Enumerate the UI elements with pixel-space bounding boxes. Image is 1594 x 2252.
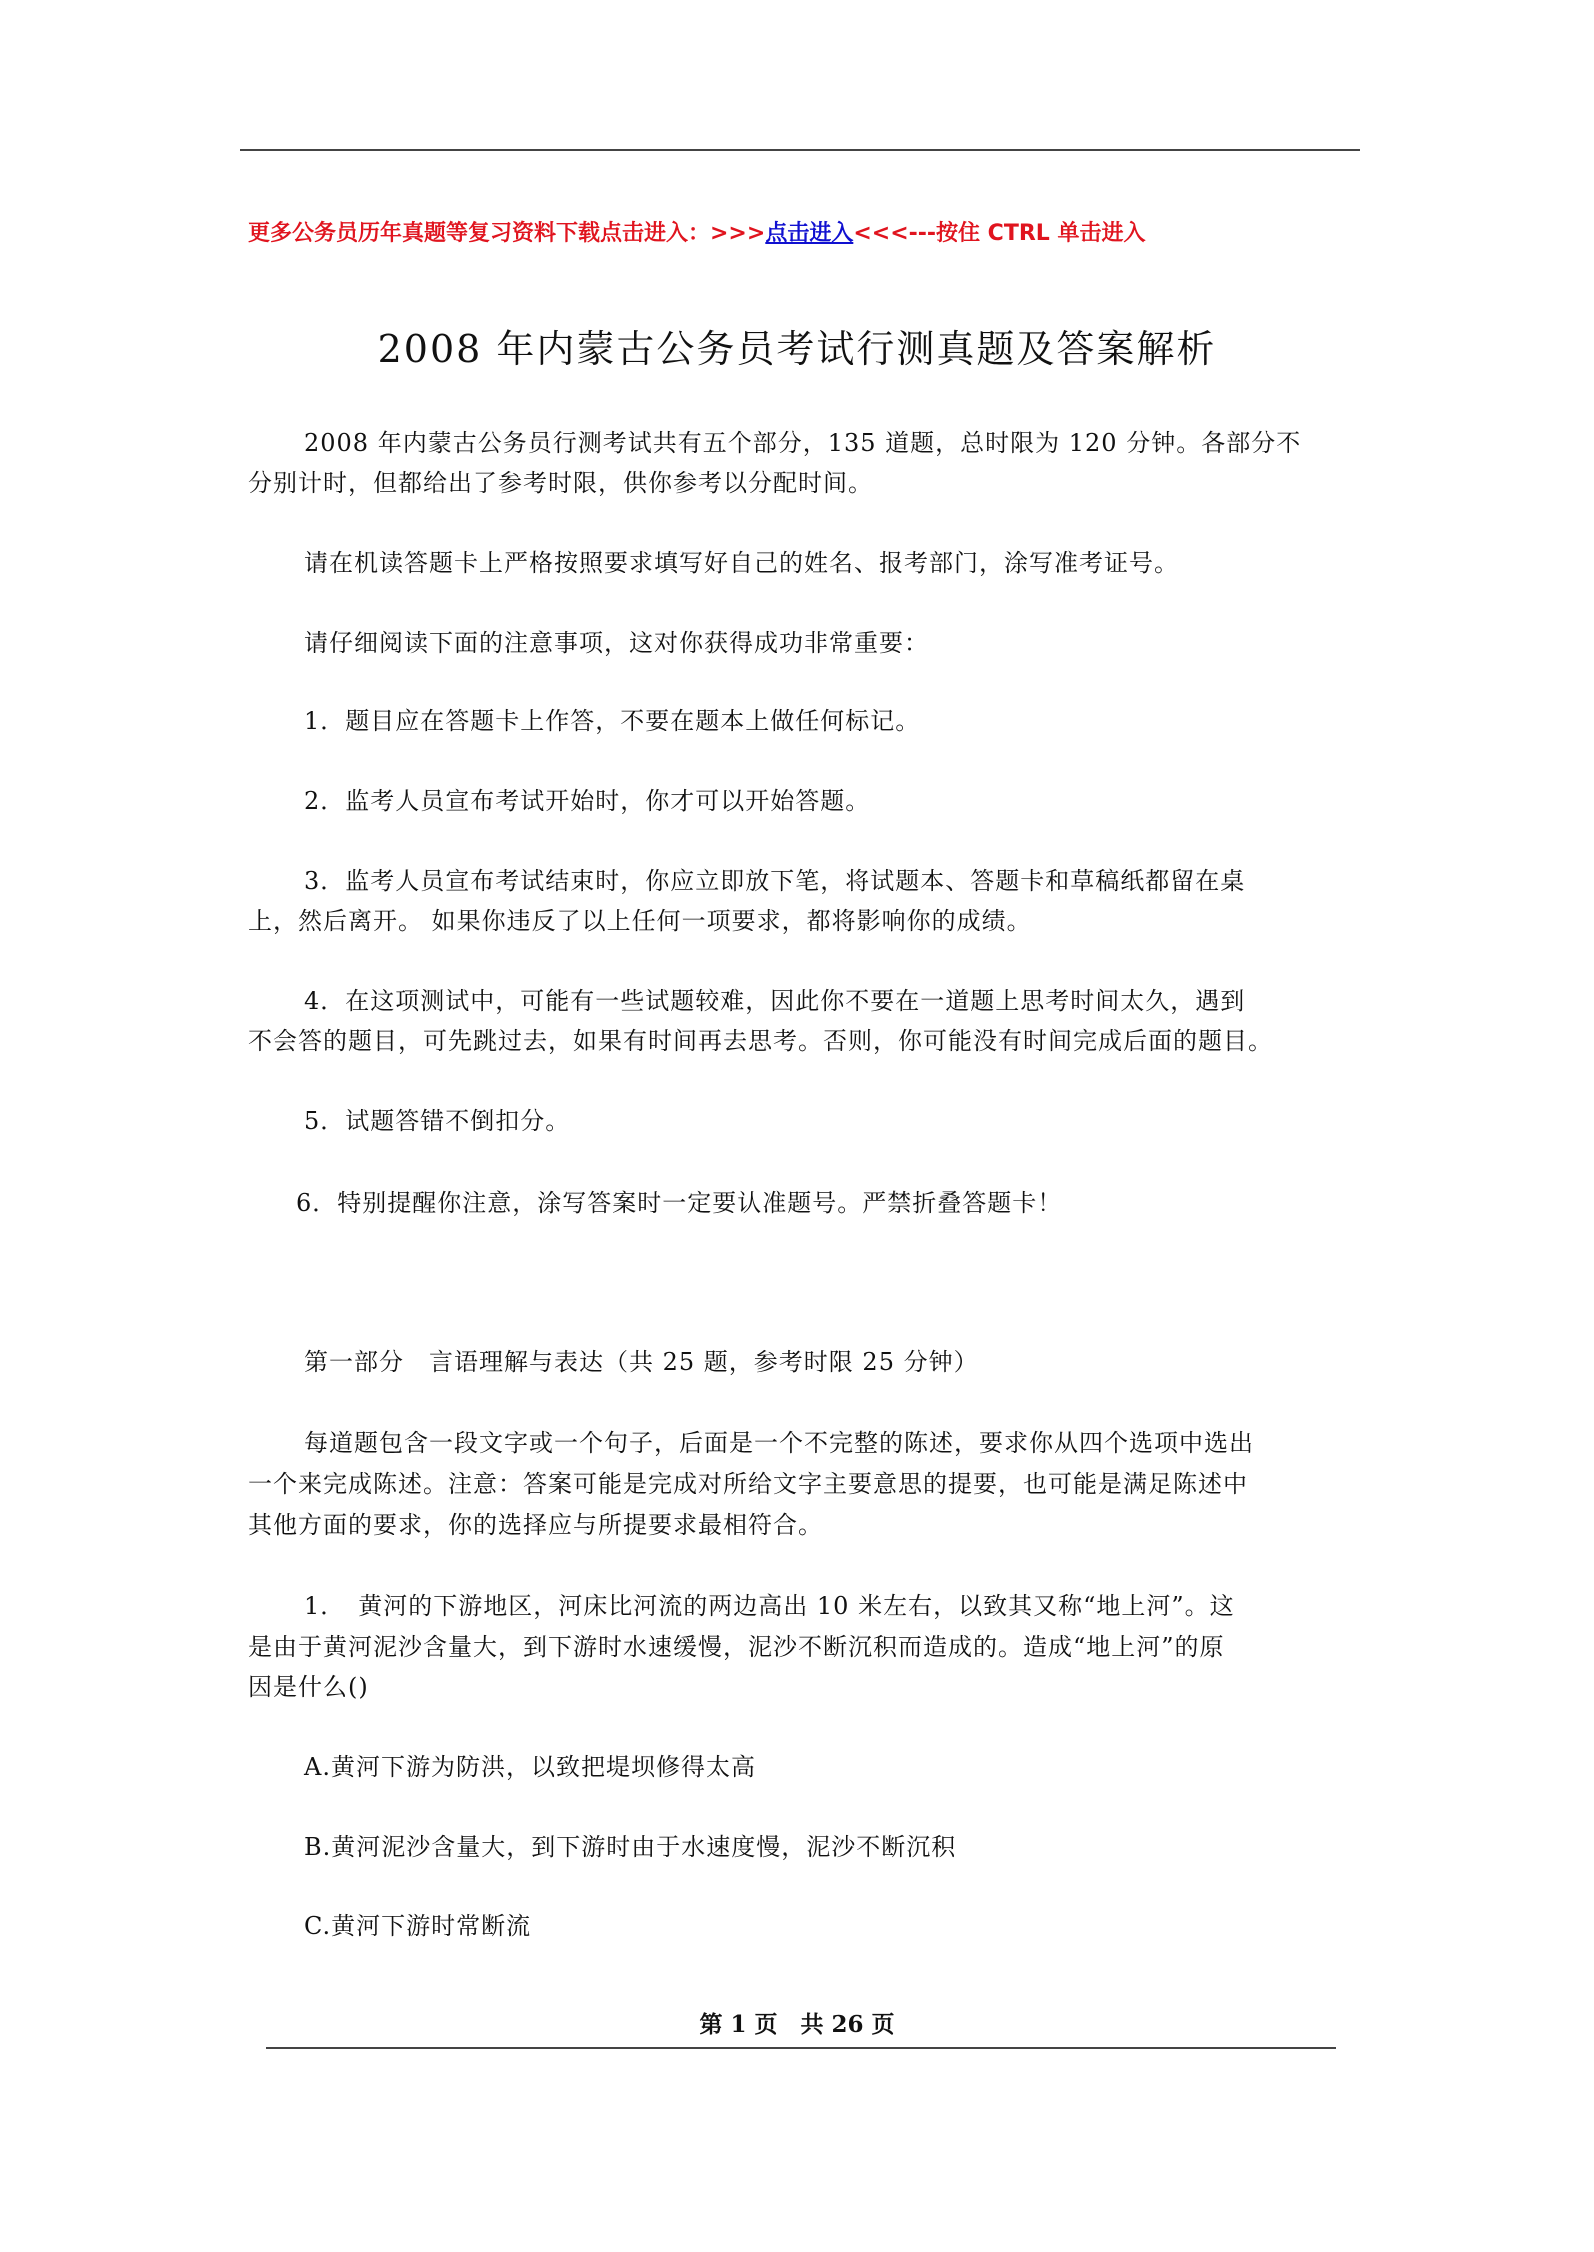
- text-line: B.黄河泥沙含量大，到下游时由于水速度慢，泥沙不断沉积: [304, 1833, 957, 1861]
- promo-banner: [248, 216, 1145, 247]
- text-line: 第一部分 言语理解与表达（共 25 题，参考时限 25 分钟）: [304, 1348, 979, 1376]
- text-line: 1． 黄河的下游地区，河床比河流的两边高出 10 米左右，以致其又称“地上河”。这: [304, 1592, 1235, 1620]
- text-line: 2008 年内蒙古公务员行测考试共有五个部分，135 道题，总时限为 120 分钟。各部分不: [304, 429, 1302, 457]
- text-line: 是由于黄河泥沙含量大，到下游时水速缓慢，泥沙不断沉积而造成的。造成“地上河”的原: [248, 1633, 1225, 1661]
- text-line: 分别计时，但都给出了参考时限，供你参考以分配时间。: [248, 469, 873, 497]
- text-line: 其他方面的要求，你的选择应与所提要求最相符合。: [248, 1511, 823, 1539]
- text-line: 4．在这项测试中，可能有一些试题较难，因此你不要在一道题上思考时间太久，遇到: [304, 987, 1246, 1015]
- text-line: 5．试题答错不倒扣分。: [304, 1107, 571, 1135]
- promo-link[interactable]: 点击进入: [765, 221, 854, 246]
- text-line: 上，然后离开。 如果你违反了以上任何一项要求，都将影响你的成绩。: [248, 907, 1032, 935]
- text-line: 每道题包含一段文字或一个句子，后面是一个不完整的陈述，要求你从四个选项中选出: [304, 1429, 1254, 1457]
- text-line: 请在机读答题卡上严格按照要求填写好自己的姓名、报考部门，涂写准考证号。: [304, 549, 1179, 577]
- header-rule: [240, 149, 1360, 151]
- text-line: 一个来完成陈述。注意：答案可能是完成对所给文字主要意思的提要，也可能是满足陈述中: [248, 1470, 1248, 1498]
- text-line: 6．特别提醒你注意，涂写答案时一定要认准题号。严禁折叠答题卡！: [296, 1189, 1063, 1217]
- text-line: 3．监考人员宣布考试结束时，你应立即放下笔，将试题本、答题卡和草稿纸都留在桌: [304, 867, 1246, 895]
- document-title: 2008 年内蒙古公务员考试行测真题及答案解析: [377, 327, 1217, 371]
- text-line: 不会答的题目，可先跳过去，如果有时间再去思考。否则，你可能没有时间完成后面的题目。: [248, 1027, 1273, 1055]
- text-line: 因是什么(): [248, 1673, 369, 1701]
- footer-rule: [266, 2047, 1336, 2049]
- text-line: 2．监考人员宣布考试开始时，你才可以开始答题。: [304, 787, 871, 815]
- promo-text: 更多公务员历年真题等复习资料下载点击进入：>>>: [248, 221, 766, 246]
- promo-suffix: <<<---按住 CTRL 单击进入: [853, 221, 1146, 246]
- text-line: A.黄河下游为防洪，以致把堤坝修得太高: [304, 1753, 756, 1781]
- page-number: 第 1 页 共 26 页: [699, 2011, 895, 2038]
- text-line: 1．题目应在答题卡上作答，不要在题本上做任何标记。: [304, 707, 921, 735]
- text-line: C.黄河下游时常断流: [304, 1912, 532, 1940]
- text-line: 请仔细阅读下面的注意事项，这对你获得成功非常重要：: [304, 629, 929, 657]
